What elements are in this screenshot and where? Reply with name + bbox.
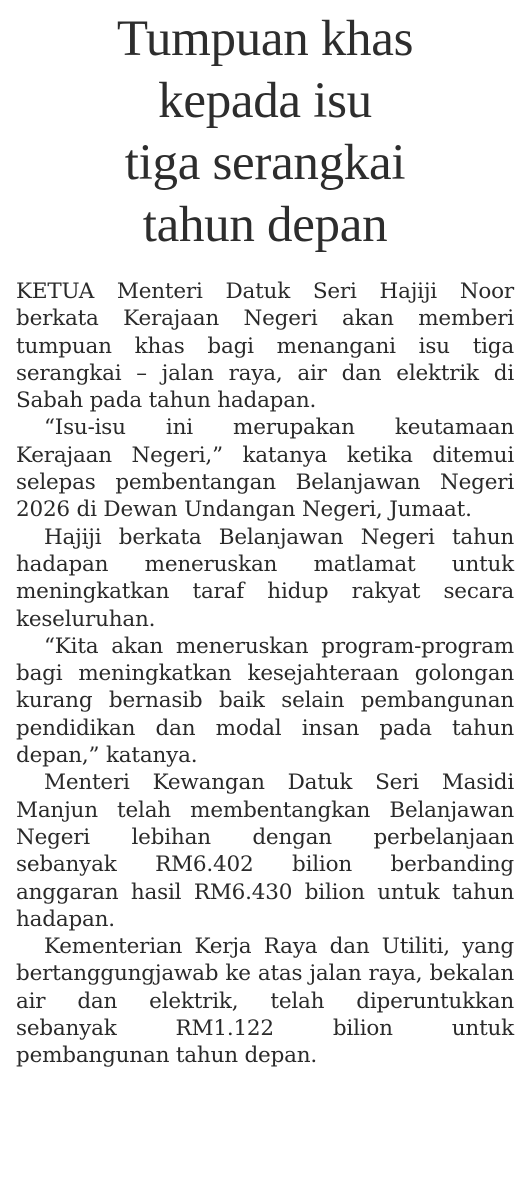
headline-line: kepada isu [158, 73, 372, 129]
body-paragraph: Hajiji berkata Belanjawan Negeri tahun hadapan meneruskan matlamat untuk meningkatkan taraf hidup rakyat secara keseluruhan. [16, 524, 514, 632]
body-paragraph: “Isu-isu ini merupakan keutamaan Kerajaan Negeri,” katanya ketika ditemui selepas pembentangan Belanjawan Negeri 2026 di Dewan Undangan Negeri, Jumaat. [16, 415, 514, 523]
headline-line: tahun depan [142, 197, 388, 253]
body-paragraph: Kementerian Kerja Raya dan Utiliti, yang bertanggungjawab ke atas jalan raya, bekalan air dan elektrik, telah diperuntukkan sebanyak RM1.122 bilion untuk pembangunan tahun depan. [16, 934, 514, 1069]
headline [16, 8, 514, 256]
news-article [16, 8, 514, 1070]
body-paragraph: Menteri Kewangan Datuk Seri Masidi Manjun telah membentangkan Belanjawan Negeri lebihan dengan perbelanjaan sebanyak RM6.402 bilion berbanding anggaran hasil RM6.430 bilion untuk tahun hadapan. [16, 770, 514, 932]
headline-line: Tumpuan khas [116, 11, 414, 67]
headline-line: tiga serangkai [124, 135, 406, 191]
lead-paragraph: KETUA Menteri Datuk Seri Hajiji Noor berkata Kerajaan Negeri akan memberi tumpuan khas bagi menangani isu tiga serangkai – jalan raya, air dan elektrik di Sabah pada tahun hadapan. [16, 279, 514, 414]
article-body [16, 278, 514, 1070]
body-paragraph: “Kita akan meneruskan program-program bagi meningkatkan kesejahteraan golongan kurang bernasib baik selain pembangunan pendidikan dan modal insan pada tahun depan,” katanya. [16, 633, 514, 769]
